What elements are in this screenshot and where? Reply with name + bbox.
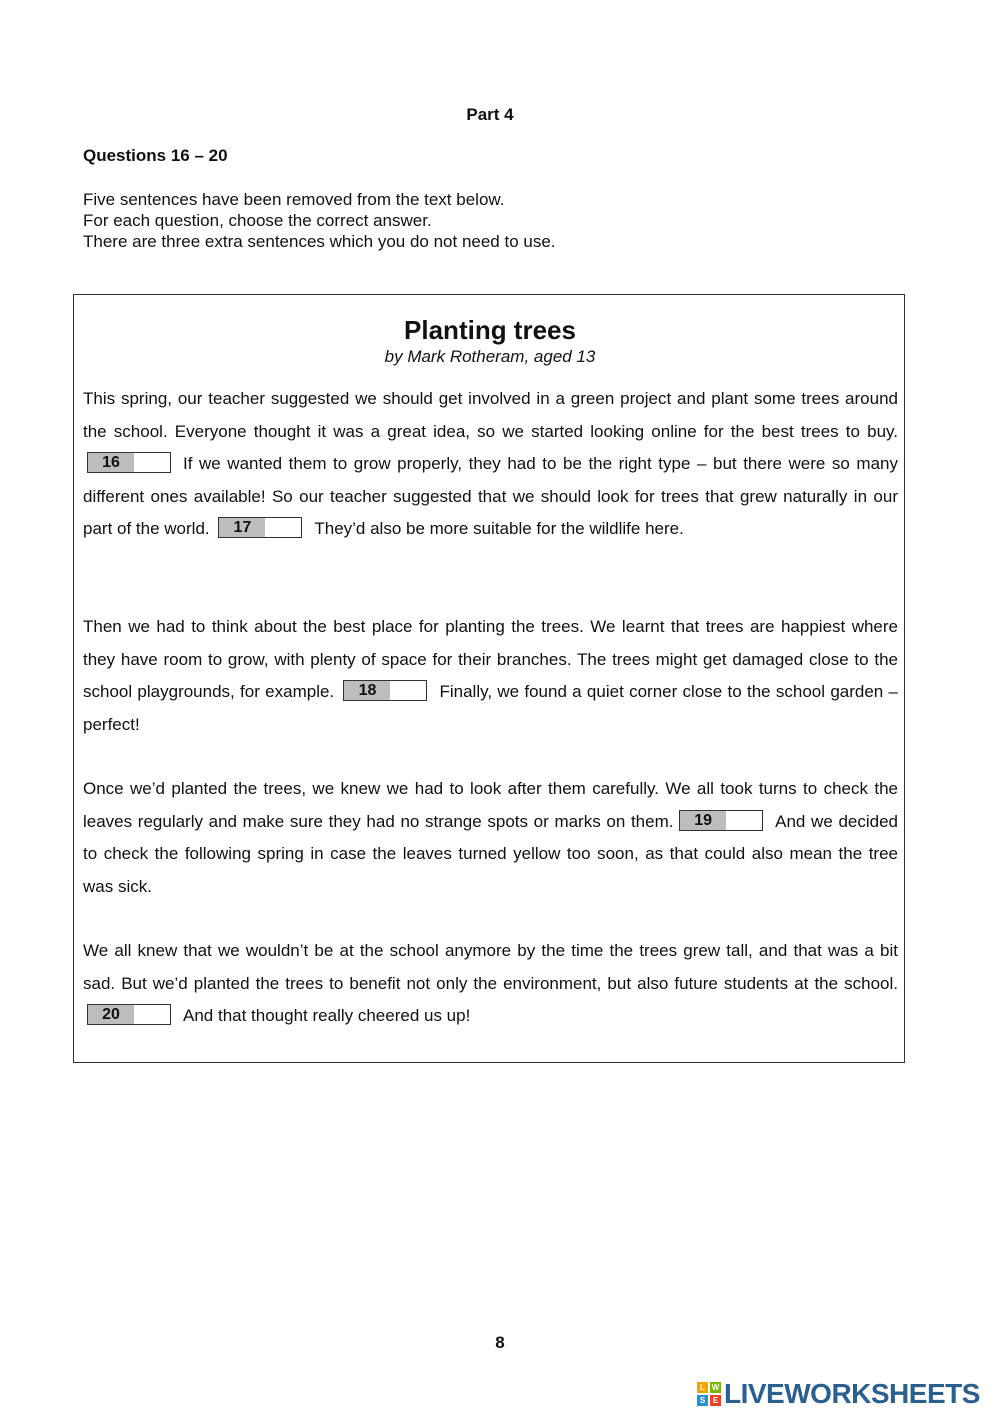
article-byline: by Mark Rotheram, aged 13 [384,347,596,366]
answer-gap-20[interactable] [87,1004,171,1025]
instruction-line: For each question, choose the correct answer. [83,211,432,230]
logo-cell: L [697,1382,708,1393]
gap-number: 17 [219,518,265,537]
instructions [83,189,556,252]
paragraph-text: We all knew that we wouldn’t be at the school anymore by the time the trees grew tall, and that was a bit sad. But we’d planted the trees to benefit not only the environment, but also future students at the school. [83,941,898,993]
answer-gap-18[interactable] [343,680,427,701]
part-title: Part 4 [466,105,514,124]
watermark-text: LIVEWORKSHEETS [724,1378,980,1409]
gap-number: 19 [680,811,726,830]
paragraph-text: If we wanted them to grow properly, they had to be the right type – but there were so many different ones available! So our teacher suggested that we should look for trees that grew naturally in our part of the world. [83,454,898,539]
questions-heading: Questions 16 – 20 [83,146,228,165]
paragraph-text: Finally, we found a quiet corner close to the school garden – perfect! [83,682,898,734]
logo-cell: W [711,1383,720,1392]
paragraph-text: They’d also be more suitable for the wildlife here. [314,519,684,539]
article-paragraph [83,611,898,741]
instruction-line: There are three extra sentences which you do not need to use. [83,232,556,251]
gap-number: 20 [88,1005,134,1024]
logo-cell: E [710,1395,721,1406]
paragraph-text: And we decided to check the following spring in case the leaves turned yellow too soon, as that could also mean the tree was sick. [83,811,898,896]
paragraph-text: And that thought really cheered us up! [183,1006,471,1026]
answer-gap-19[interactable] [679,810,763,831]
paragraph-text: Then we had to think about the best place for planting the trees. We learnt that trees are happiest where they have room to grow, with plenty of space for their branches. The trees might get damaged close to the school playgrounds, for example. [83,617,898,702]
answer-gap-17[interactable] [218,517,302,538]
gap-number: 16 [88,453,134,472]
article-box [73,294,905,1063]
page-number: 8 [495,1333,505,1352]
liveworksheets-watermark[interactable] [697,1378,980,1410]
logo-cell: S [697,1395,708,1406]
article-paragraph [83,773,898,903]
liveworksheets-logo-icon [697,1382,721,1406]
article-paragraph [83,935,898,1033]
gap-number: 18 [344,681,390,700]
article-paragraph [83,383,898,546]
paragraph-text: Once we’d planted the trees, we knew we had to look after them carefully. We all took turns to check the leaves regularly and make sure they had no strange spots or marks on them. [83,779,898,831]
answer-gap-16[interactable] [87,452,171,473]
instruction-line: Five sentences have been removed from the text below. [83,190,505,209]
paragraph-text: This spring, our teacher suggested we should get involved in a green project and plant some trees around the school. Everyone thought it was a great idea, so we started looking online for the best trees to buy. [83,389,898,441]
article-title: Planting trees [404,315,576,345]
